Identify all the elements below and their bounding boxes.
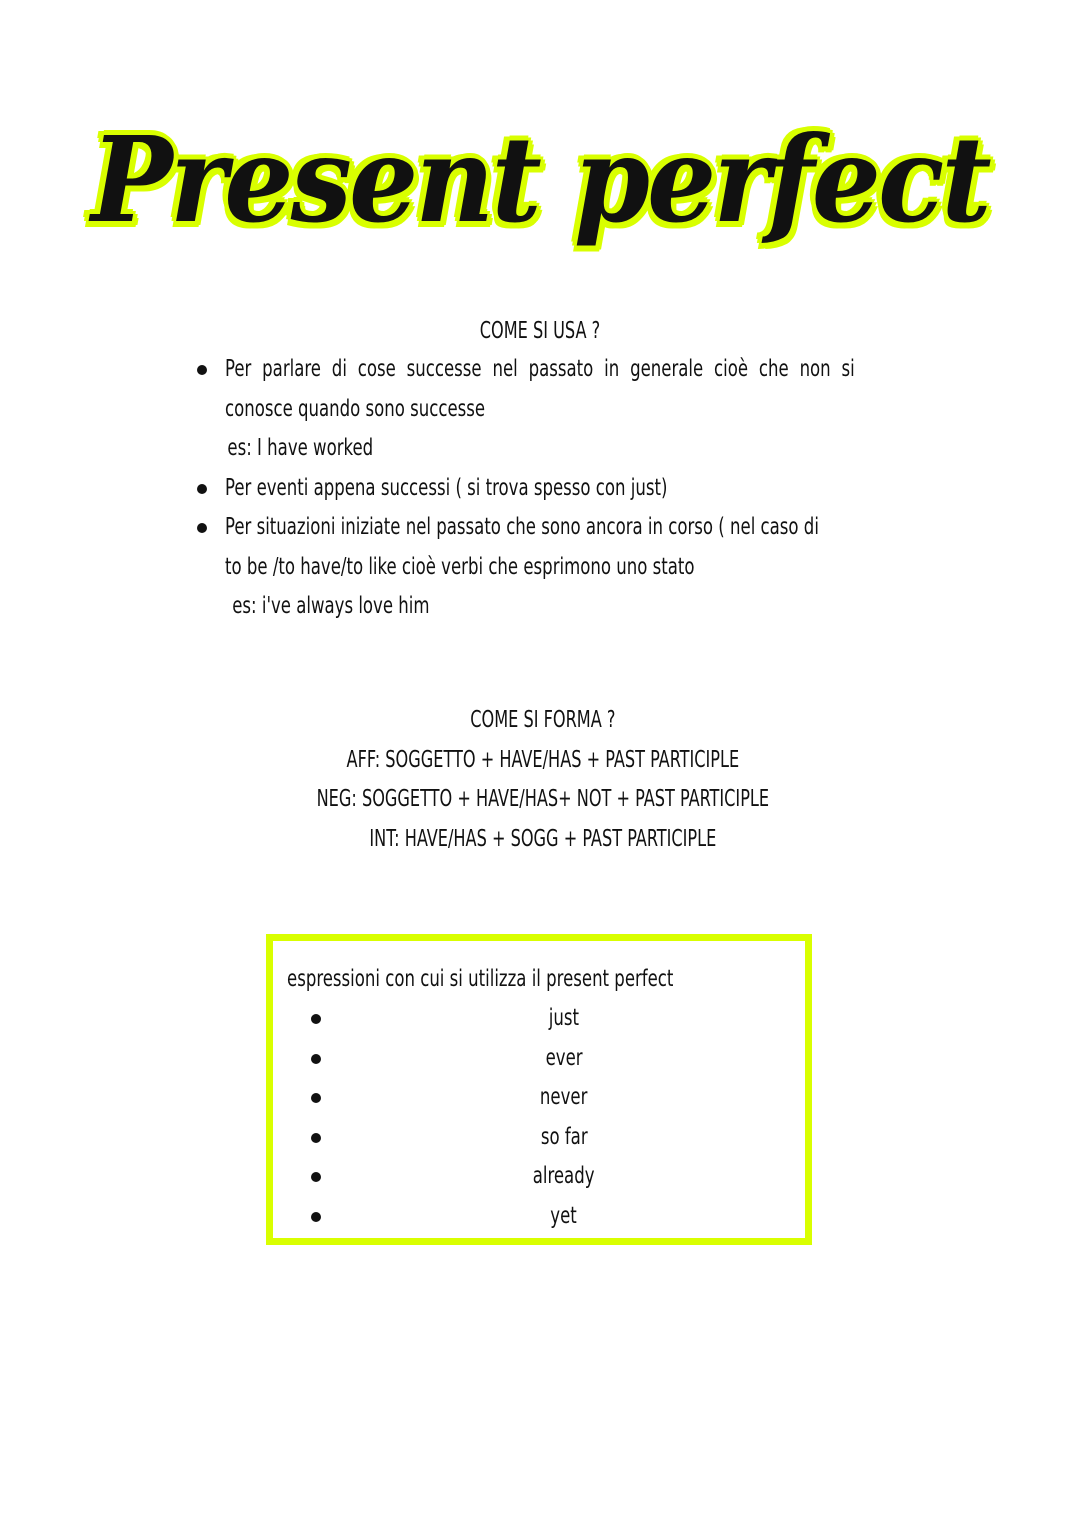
usage-line: to be /to have/to like cioè verbi che esprimono uno stato <box>225 553 695 580</box>
usage-line: Per eventi appena successi ( si trova spesso con just) <box>225 474 668 501</box>
bullet-icon <box>311 1133 321 1143</box>
usage-line: Per parlare di cose successe nel passato in generale cioè che non si <box>225 356 855 382</box>
formation-section <box>0 701 1080 859</box>
expression: never <box>540 1084 588 1110</box>
bullet-icon <box>311 1054 321 1064</box>
page-title: Present perfect <box>91 110 989 249</box>
usage-list <box>195 350 905 627</box>
bullet-icon <box>197 523 207 533</box>
list-item <box>273 1157 805 1197</box>
expression: ever <box>545 1044 583 1071</box>
usage-line: Per situazioni iniziate nel passato che sono ancora in corso ( nel caso di <box>225 514 819 540</box>
bullet-icon <box>311 1212 321 1222</box>
list-item <box>195 350 905 469</box>
list-item <box>273 1039 805 1079</box>
expression: already <box>533 1163 595 1189</box>
list-item <box>273 1078 805 1118</box>
list-item <box>273 999 805 1039</box>
bullet-icon <box>311 1093 321 1103</box>
formation-affirmative: AFF: SOGGETTO + HAVE/HAS + PAST PARTICIPLE <box>346 746 740 773</box>
list-item <box>195 508 905 627</box>
usage-heading: COME SI USA ? <box>479 318 601 344</box>
expression: yet <box>550 1202 578 1229</box>
list-item <box>273 1118 805 1158</box>
usage-example: es: i've always love him <box>232 593 430 619</box>
expressions-list <box>273 999 805 1236</box>
bullet-icon <box>197 365 207 375</box>
formation-interrogative: INT: HAVE/HAS + SOGG + PAST PARTICIPLE <box>369 825 717 852</box>
bullet-icon <box>311 1014 321 1024</box>
list-item <box>195 469 905 509</box>
bullet-icon <box>197 484 207 494</box>
usage-example: es: I have worked <box>227 435 374 461</box>
formation-negative: NEG: SOGGETTO + HAVE/HAS+ NOT + PAST PARTICIPLE <box>316 786 770 812</box>
expression: so far <box>540 1123 588 1150</box>
usage-line: conosce quando sono successe <box>225 395 486 422</box>
formation-heading: COME SI FORMA ? <box>470 707 616 733</box>
list-item <box>273 1197 805 1237</box>
expression: just <box>548 1005 580 1031</box>
bullet-icon <box>311 1172 321 1182</box>
expressions-box <box>266 934 812 1245</box>
expressions-title: espressioni con cui si utilizza il present perfect <box>287 966 674 992</box>
